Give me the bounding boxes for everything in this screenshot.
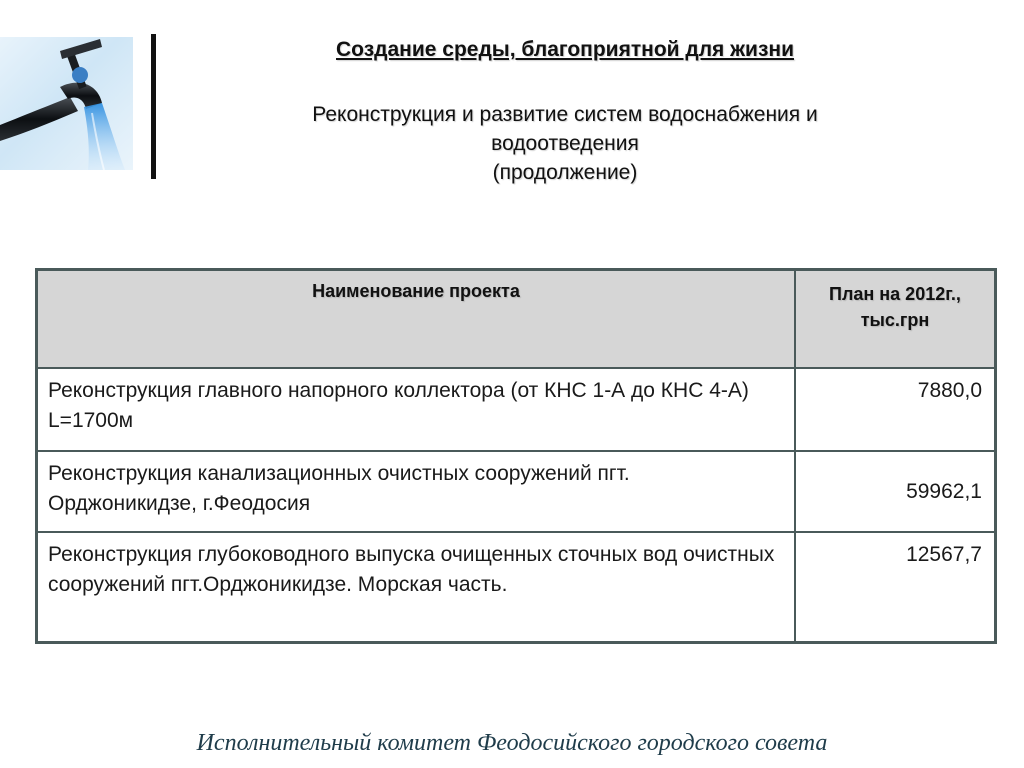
page-title: Создание среды, благоприятной для жизни xyxy=(336,38,794,61)
page-subtitle xyxy=(200,100,930,187)
plan-value-cell: 12567,7 xyxy=(795,532,996,643)
column-header-plan-line: План на 2012г., xyxy=(829,284,961,304)
table-row xyxy=(37,368,996,451)
column-header-plan xyxy=(795,270,996,369)
projects-table xyxy=(35,268,997,644)
table-header-row xyxy=(37,270,996,369)
column-header-plan-line: тыс.грн xyxy=(860,310,930,330)
subtitle-line: водоотведения xyxy=(491,132,639,155)
project-name-cell: Реконструкция канализационных очистных сооружений пгт. Орджоникидзе, г.Феодосия xyxy=(37,451,796,532)
water-tap-icon xyxy=(0,37,133,170)
project-name-cell: Реконструкция главного напорного коллектора (от КНС 1-А до КНС 4-А) L=1700м xyxy=(37,368,796,451)
plan-value-cell: 7880,0 xyxy=(795,368,996,451)
footer-caption: Исполнительный комитет Феодосийского городского совета xyxy=(196,730,828,756)
project-name-cell: Реконструкция глубоководного выпуска очищенных сточных вод очистных сооружений пгт.Орджоникидзе. Морская часть. xyxy=(37,532,796,643)
subtitle-line: (продолжение) xyxy=(492,161,638,184)
vertical-divider xyxy=(151,34,156,179)
table-row xyxy=(37,532,996,643)
table-row xyxy=(37,451,996,532)
plan-value-cell: 59962,1 xyxy=(795,451,996,532)
column-header-name: Наименование проекта xyxy=(37,270,796,369)
subtitle-line: Реконструкция и развитие систем водоснабжения и xyxy=(312,103,818,126)
